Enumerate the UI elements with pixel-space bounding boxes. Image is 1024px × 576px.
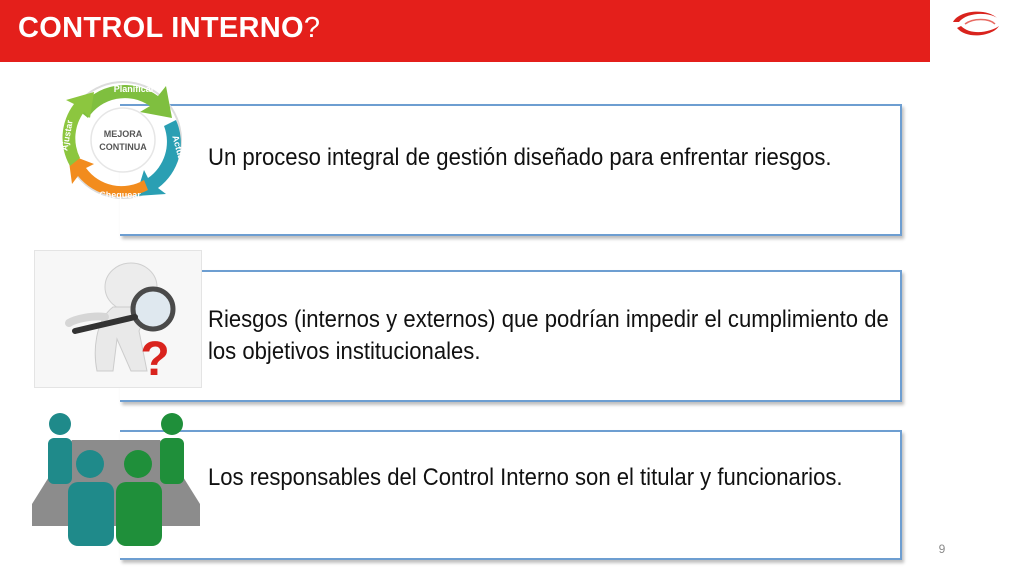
cycle-step-4: Ajustar — [59, 119, 75, 152]
item-text-1: Un proceso integral de gestión diseñado para enfrentar riesgos. — [208, 144, 832, 171]
page-number: 9 — [938, 542, 946, 556]
improvement-cycle-icon — [48, 70, 198, 210]
page-title — [18, 12, 320, 45]
cycle-center-line1: MEJORA — [103, 129, 143, 139]
item-box-3 — [120, 430, 902, 560]
cycle-center-line2: CONTINUA — [99, 142, 147, 152]
item-text-2: Riesgos (internos y externos) que podrían impedir el cumplimiento de los objetivos institucionales. — [208, 306, 889, 365]
cycle-step-1: Planificar — [113, 84, 155, 94]
svg-text:?: ? — [140, 333, 170, 386]
item-text-3: Los responsables del Control Interno son el titular y funcionarios. — [208, 464, 843, 491]
title-main: CONTROL INTERNO — [18, 12, 304, 44]
magnifier-question-image — [34, 250, 202, 388]
item-box-2 — [120, 270, 902, 402]
magnifier-question-icon — [35, 251, 201, 387]
cycle-step-3: Chequear — [99, 190, 141, 200]
swoosh-logo-icon — [945, 6, 1005, 44]
title-bar — [0, 0, 930, 62]
item-box-1 — [120, 104, 902, 236]
title-suffix: ? — [303, 12, 321, 44]
cycle-step-2: Actuar — [170, 134, 188, 165]
people-group-icon — [32, 408, 200, 546]
